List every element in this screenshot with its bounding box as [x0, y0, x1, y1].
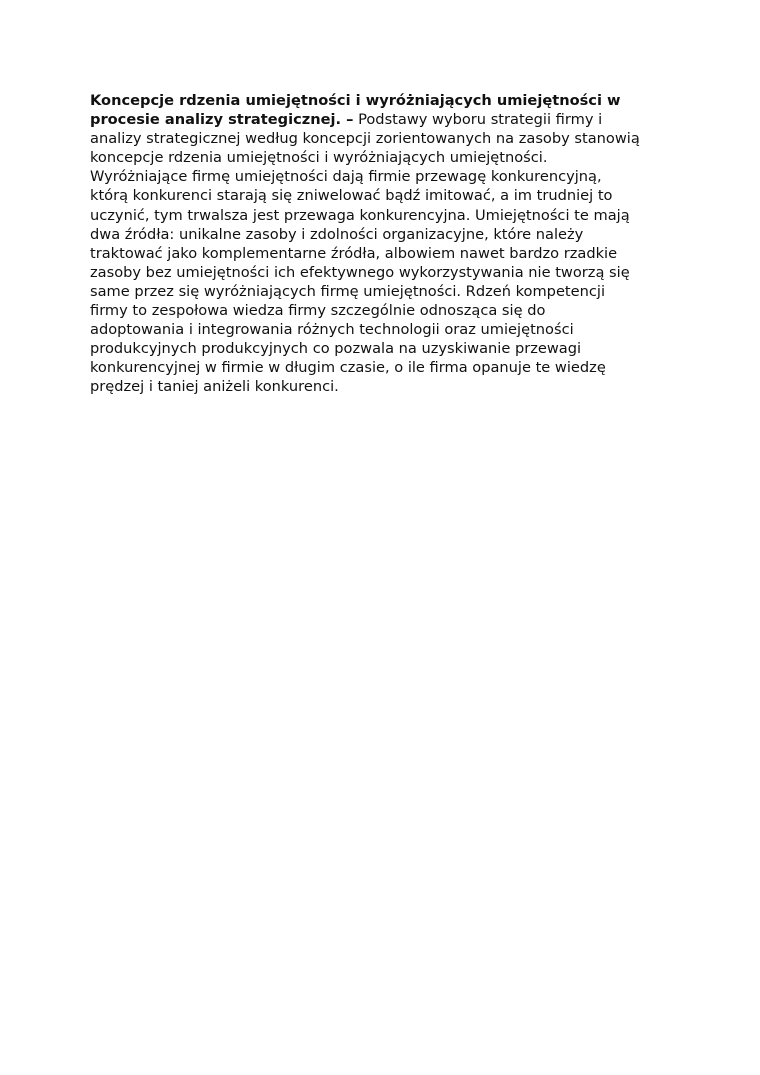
- paragraph-line: [90, 282, 670, 301]
- body-text: konkurencyjnej w firmie w długim czasie, o ile firma opanuje te wiedzę: [90, 359, 606, 377]
- paragraph-line: [90, 110, 670, 129]
- paragraph-line: [90, 377, 670, 396]
- body-text: zasoby bez umiejętności ich efektywnego wykorzystywania nie tworzą się: [90, 263, 630, 281]
- paragraph-line: [90, 339, 670, 358]
- document-paragraph: [90, 91, 670, 397]
- paragraph-line: [90, 358, 670, 377]
- body-text: koncepcje rdzenia umiejętności i wyróżniających umiejętności.: [90, 149, 548, 167]
- body-text: traktować jako komplementarne źródła, albowiem nawet bardzo rzadkie: [90, 244, 618, 262]
- paragraph-line: [90, 301, 670, 320]
- paragraph-line: [90, 91, 670, 110]
- paragraph-line: [90, 225, 670, 244]
- body-text: firmy to zespołowa wiedza firmy szczególnie odnosząca się do: [90, 302, 546, 320]
- body-text: prędzej i taniej aniżeli konkurenci.: [90, 378, 339, 396]
- body-text: same przez się wyróżniających firmę umiejętności. Rdzeń kompetencji: [90, 282, 606, 300]
- paragraph-line: [90, 148, 670, 167]
- body-text: produkcyjnych produkcyjnych co pozwala na uzyskiwanie przewagi: [90, 340, 582, 358]
- body-text: którą konkurenci starają się zniwelować bądź imitować, a im trudniej to: [90, 187, 613, 205]
- bold-heading-text: Koncepcje rdzenia umiejętności i wyróżniających umiejętności w: [90, 92, 621, 109]
- body-text: uczynić, tym trwalsza jest przewaga konkurencyjna. Umiejętności te mają: [90, 206, 630, 224]
- bold-heading-text: procesie analizy strategicznej. –: [90, 111, 354, 129]
- paragraph-line: [90, 320, 670, 339]
- paragraph-line: [90, 129, 670, 148]
- paragraph-line: [90, 206, 670, 225]
- paragraph-line: [90, 263, 670, 282]
- body-text: dwa źródła: unikalne zasoby i zdolności organizacyjne, które należy: [90, 225, 584, 243]
- body-text: Wyróżniające firmę umiejętności dają firmie przewagę konkurencyjną,: [90, 168, 602, 186]
- paragraph-line: [90, 244, 670, 263]
- paragraph-line: [90, 186, 670, 205]
- body-text: analizy strategicznej według koncepcji zorientowanych na zasoby stanowią: [90, 130, 640, 148]
- paragraph-line: [90, 167, 670, 186]
- body-text: adoptowania i integrowania różnych technologii oraz umiejętności: [90, 321, 574, 339]
- body-text: Podstawy wyboru strategii firmy i: [353, 111, 603, 129]
